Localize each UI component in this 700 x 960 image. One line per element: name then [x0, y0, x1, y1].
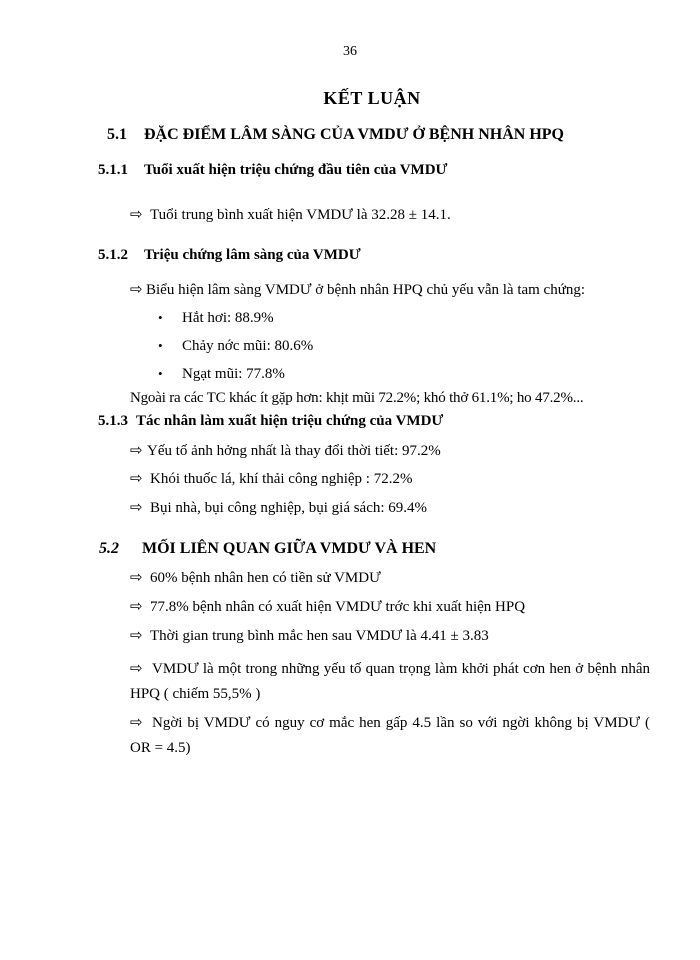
section-title: ĐẶC ĐIỂM LÂM SÀNG CỦA VMDƯ Ở BỆNH NHÂN HPQ	[144, 126, 564, 143]
item-text: Biểu hiện lâm sàng VMDƯ ở bệnh nhân HPQ chủ yếu vẫn là tam chứng:	[146, 282, 586, 298]
subsection-5-1-3-heading	[98, 413, 443, 430]
paragraph-text: VMDƯ là một trong những yếu tố quan trọng làm khởi phát cơn hen ở bệnh nhân HPQ ( chiếm 55,5% )	[130, 661, 650, 702]
bullet-icon: •	[158, 338, 163, 353]
arrow-icon: ⇨	[130, 568, 143, 586]
item-text: Hắt hơi: 88.9%	[182, 310, 274, 326]
section-number: 5.2	[99, 540, 119, 557]
list-item	[130, 205, 451, 224]
arrow-icon: ⇨	[130, 626, 143, 644]
bullet-icon: •	[158, 310, 163, 325]
item-text: 60% bệnh nhân hen có tiền sử VMDƯ	[150, 570, 381, 586]
item-text: Khói thuốc lá, khí thải công nghiệp : 72.2%	[150, 471, 413, 487]
subsection-5-1-1-heading	[98, 162, 448, 179]
arrow-icon: ⇨	[130, 469, 143, 487]
paragraph	[130, 656, 650, 707]
bullet-item	[158, 310, 274, 327]
subsection-number: 5.1.2	[98, 247, 128, 263]
subsection-title: Triệu chứng lâm sàng của VMDƯ	[144, 247, 361, 263]
item-text: Bụi nhà, bụi công nghiệp, bụi giá sách: 69.4%	[150, 500, 428, 516]
subsection-title: Tuổi xuất hiện triệu chứng đầu tiên của VMDƯ	[144, 162, 448, 178]
arrow-icon: ⇨	[130, 498, 143, 516]
arrow-icon: ⇨	[130, 659, 143, 677]
section-title: MỐI LIÊN QUAN GIỮA VMDƯ VÀ HEN	[142, 540, 437, 557]
arrow-icon: ⇨	[130, 441, 143, 459]
paragraph	[130, 710, 650, 761]
section-5-1-heading	[107, 126, 564, 144]
subsection-title: Tác nhân làm xuất hiện triệu chứng của VMDƯ	[136, 413, 444, 429]
item-text: Thời gian trung bình mắc hen sau VMDƯ là 4.41 ± 3.83	[150, 628, 489, 644]
subsection-number: 5.1.3	[98, 413, 128, 429]
page-number: 36	[343, 44, 357, 59]
list-item	[130, 597, 525, 616]
arrow-icon: ⇨	[130, 280, 143, 298]
bullet-icon: •	[158, 366, 163, 381]
item-text: Chảy nớc mũi: 80.6%	[182, 338, 314, 354]
section-5-2-heading	[99, 540, 436, 558]
subsection-5-1-2-heading	[98, 247, 361, 264]
item-text: Ngạt mũi: 77.8%	[182, 366, 285, 382]
list-item	[130, 280, 585, 299]
item-text: Yếu tố ảnh hởng nhất là thay đổi thời tiết: 97.2%	[147, 443, 441, 459]
list-item	[130, 498, 427, 517]
note-text: Ngoài ra các TC khác ít gặp hơn: khịt mũi 72.2%; khó thở 61.1%; ho 47.2%...	[130, 390, 584, 406]
arrow-icon: ⇨	[130, 205, 143, 223]
list-item	[130, 568, 381, 587]
list-item	[130, 626, 489, 645]
item-text: 77.8% bệnh nhân có xuất hiện VMDƯ trớc khi xuất hiện HPQ	[150, 599, 526, 615]
item-text: Tuổi trung bình xuất hiện VMDƯ là 32.28 ± 14.1.	[150, 207, 451, 223]
paragraph-text: Ngời bị VMDƯ có nguy cơ mắc hen gấp 4.5 lần so với ngời không bị VMDƯ ( OR = 4.5)	[130, 715, 650, 756]
list-item	[130, 469, 412, 488]
arrow-icon: ⇨	[130, 713, 143, 731]
bullet-item	[158, 338, 313, 355]
section-number: 5.1	[107, 126, 127, 143]
arrow-icon: ⇨	[130, 597, 143, 615]
list-item	[130, 441, 441, 460]
bullet-item	[158, 366, 285, 383]
subsection-number: 5.1.1	[98, 162, 128, 178]
page-title: KẾT LUẬN	[323, 88, 421, 108]
